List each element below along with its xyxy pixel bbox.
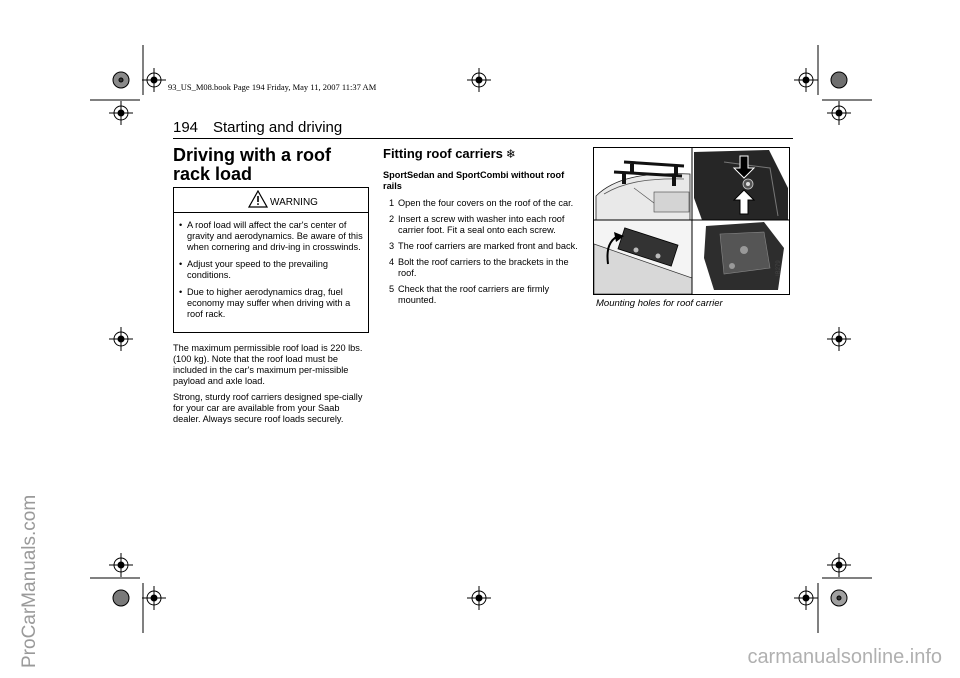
step-item (383, 214, 579, 236)
roof-carrier-drawing (594, 148, 789, 294)
warning-item: • Due to higher aerodynamics drag, fuel economy may suffer when driving with a roof rack. (179, 287, 365, 320)
snowflake-icon: ❄ (505, 147, 516, 161)
body-paragraph: The maximum permissible roof load is 220 lbs. (100 kg). Note that the roof load must be included in the car's maximum per-missible payload and axle load. (173, 343, 363, 386)
warning-item: • Adjust your speed to the prevailing conditions. (179, 259, 365, 281)
warning-header (174, 188, 368, 213)
step-number: 2 (389, 214, 395, 224)
step-item (383, 284, 579, 306)
header-rule (173, 138, 793, 139)
step-number: 5 (389, 284, 395, 294)
step-text: Open the four covers on the roof of the car. (398, 198, 574, 208)
warning-list (179, 220, 365, 326)
warning-label: WARNING (270, 197, 318, 208)
warning-triangle-icon (248, 190, 268, 208)
subheading: SportSedan and SportCombi without roof rails (383, 170, 565, 191)
body-paragraph: Strong, sturdy roof carriers designed spe-cially for your car are available from your Saab dealer. Always secure roof loads securely. (173, 392, 363, 424)
step-text: Check that the roof carriers are firmly mounted. (398, 284, 550, 305)
step-item (383, 257, 579, 279)
section-title: Starting and driving (213, 119, 343, 136)
warning-box (173, 187, 369, 333)
step-number: 1 (389, 198, 395, 208)
book-info: 93_US_M08.book Page 194 Friday, May 11, 2007 11:37 AM (168, 82, 377, 92)
page-number: 194 (173, 119, 199, 136)
step-number: 3 (389, 241, 395, 251)
side-watermark: ProCarManuals.com (19, 494, 40, 668)
step-text: Insert a screw with washer into each roof carrier foot. Fit a seal onto each screw. (398, 214, 565, 235)
step-item (383, 198, 579, 209)
step-list (383, 198, 579, 311)
warning-item: • A roof load will affect the car's center of gravity and aerodynamics. Be aware of this when cornering and driv-ing in crosswinds. (179, 220, 365, 253)
roof-carrier-illustration (593, 147, 790, 295)
page-title: Driving with a roof rack load (173, 145, 332, 184)
section-heading (383, 146, 516, 161)
footer-watermark: carmanualsonline.info (747, 646, 942, 668)
step-text: The roof carriers are marked front and back. (398, 241, 578, 251)
step-item (383, 241, 579, 252)
figure-code: IB279 (776, 260, 782, 276)
step-text: Bolt the roof carriers to the brackets in the roof. (398, 257, 569, 278)
step-number: 4 (389, 257, 395, 267)
section-heading-text: Fitting roof carriers (383, 146, 503, 161)
figure-caption: Mounting holes for roof carrier (596, 298, 723, 309)
